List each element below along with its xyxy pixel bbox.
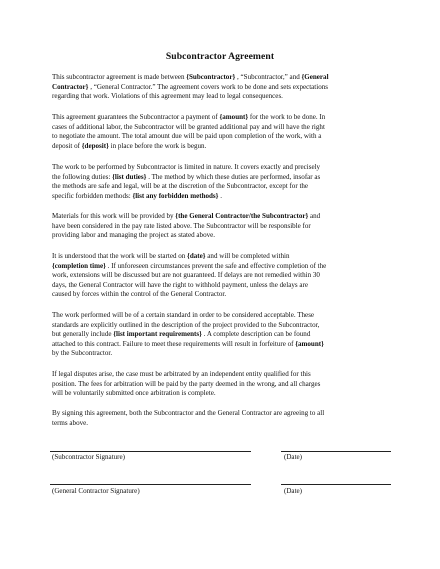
paragraph-line: It is understood that the work will be started on {date} and will be completed within (52, 252, 290, 260)
paragraph-parties (52, 73, 388, 102)
paragraph-line: terms above. (52, 418, 89, 427)
paragraph-materials (52, 212, 388, 241)
paragraph-scope (52, 163, 388, 201)
placeholder-field: {date} (187, 252, 206, 260)
paragraph-line: Materials for this work will be provided by {the General Contractor/the Subcontractor} and (52, 212, 321, 220)
placeholder-field: {list duties} (112, 172, 147, 181)
paragraph-line: regarding that work. Violations of this agreement may lead to legal consequences. (52, 92, 283, 101)
placeholder-field: {the General Contractor/the Subcontractor} (175, 212, 309, 220)
paragraph-line: {completion time} . If unforeseen circumstances prevent the safe and effective completion of the (52, 261, 327, 270)
paragraph-line: attached to this contract. Failure to meet these requirements will result in forfeiture of {amount} (52, 339, 324, 348)
paragraph-line: to negotiate the amount. The total amount due will be paid upon completion of the work, with a (52, 132, 322, 141)
contractor-signature-line (50, 484, 251, 485)
paragraph-line: standards are explicitly outlined in the description of the project provided to the Subcontractor, (52, 320, 320, 329)
placeholder-field: {completion time} (52, 261, 106, 270)
paragraph-line: but generally include {list important requirements} . A complete description can be found (52, 330, 311, 339)
placeholder-field: {General (301, 73, 329, 81)
paragraph-line: specific forbidden methods: {list any forbidden methods} . (52, 191, 222, 200)
placeholder-field: {amount} (219, 113, 249, 121)
paragraph-line: cases of additional labor, the Subcontractor will be granted additional pay and will have the right (52, 122, 325, 131)
placeholder-field: {deposit} (81, 141, 109, 150)
subcontractor-signature-label: (Subcontractor Signature) (52, 453, 125, 461)
paragraph-line: By signing this agreement, both the Subcontractor and the General Contractor are agreeing to all (52, 409, 325, 417)
paragraph-line: Contractor} , “General Contractor.” The agreement covers work to be done and sets expectations (52, 82, 329, 91)
paragraph-line: have been considered in the pay rate listed above. The Subcontractor will be responsible for (52, 221, 311, 230)
paragraph-line: providing labor and managing the project as stated above. (52, 231, 216, 240)
paragraph-line: The work performed will be of a certain standard in order to be considered acceptable. These (52, 311, 315, 319)
paragraph-line: This subcontractor agreement is made between {Subcontractor} , “Subcontractor,” and {General (52, 73, 329, 81)
contractor-signature-label: (General Contractor Signature) (52, 487, 140, 495)
contractor-date-label: (Date) (284, 487, 302, 495)
placeholder-field: {Subcontractor} (186, 73, 236, 81)
paragraph-disputes (52, 370, 388, 399)
paragraph-line: position. The fees for arbitration will be paid by the party deemed in the wrong, and all charges (52, 379, 321, 388)
paragraph-line: the methods are safe and legal, will be at the discretion of the Subcontractor, except for the (52, 182, 309, 191)
placeholder-field: {list any forbidden methods} (132, 191, 219, 200)
paragraph-line: This agreement guarantees the Subcontractor a payment of {amount} for the work to be done. In (52, 113, 326, 121)
paragraph-line: work, extensions will be discussed but are not guaranteed. If delays are not remedied within 30 (52, 271, 320, 280)
paragraph-timeline (52, 252, 388, 300)
paragraph-line: days, the General Contractor will have the right to withhold payment, unless the delays are (52, 280, 308, 289)
paragraph-line: If legal disputes arise, the case must be arbitrated by an independent entity qualified for this (52, 370, 311, 378)
contractor-date-line (281, 484, 391, 485)
subcontractor-date-label: (Date) (284, 453, 302, 461)
placeholder-field: Contractor} (52, 82, 89, 91)
paragraph-payment (52, 113, 388, 151)
paragraph-standards (52, 311, 388, 359)
placeholder-field: {list important requirements} (113, 330, 202, 339)
subcontractor-signature-line (50, 451, 251, 452)
page-title: Subcontractor Agreement (165, 51, 275, 62)
paragraph-line: the following duties: {list duties} . The method by which these duties are performed, insofar as (52, 172, 321, 181)
paragraph-line: will be voluntarily submitted once arbitration is complete. (52, 389, 216, 398)
placeholder-field: {amount} (295, 339, 324, 348)
subcontractor-date-line (281, 451, 391, 452)
paragraph-line: The work to be performed by Subcontractor is limited in nature. It covers exactly and precisely (52, 163, 321, 171)
paragraph-line: by the Subcontractor. (52, 349, 113, 358)
paragraph-line: deposit of {deposit} in place before the work is begun. (52, 141, 207, 150)
paragraph-line: caused by forces within the control of the General Contractor. (52, 290, 227, 299)
paragraph-signing (52, 409, 388, 428)
